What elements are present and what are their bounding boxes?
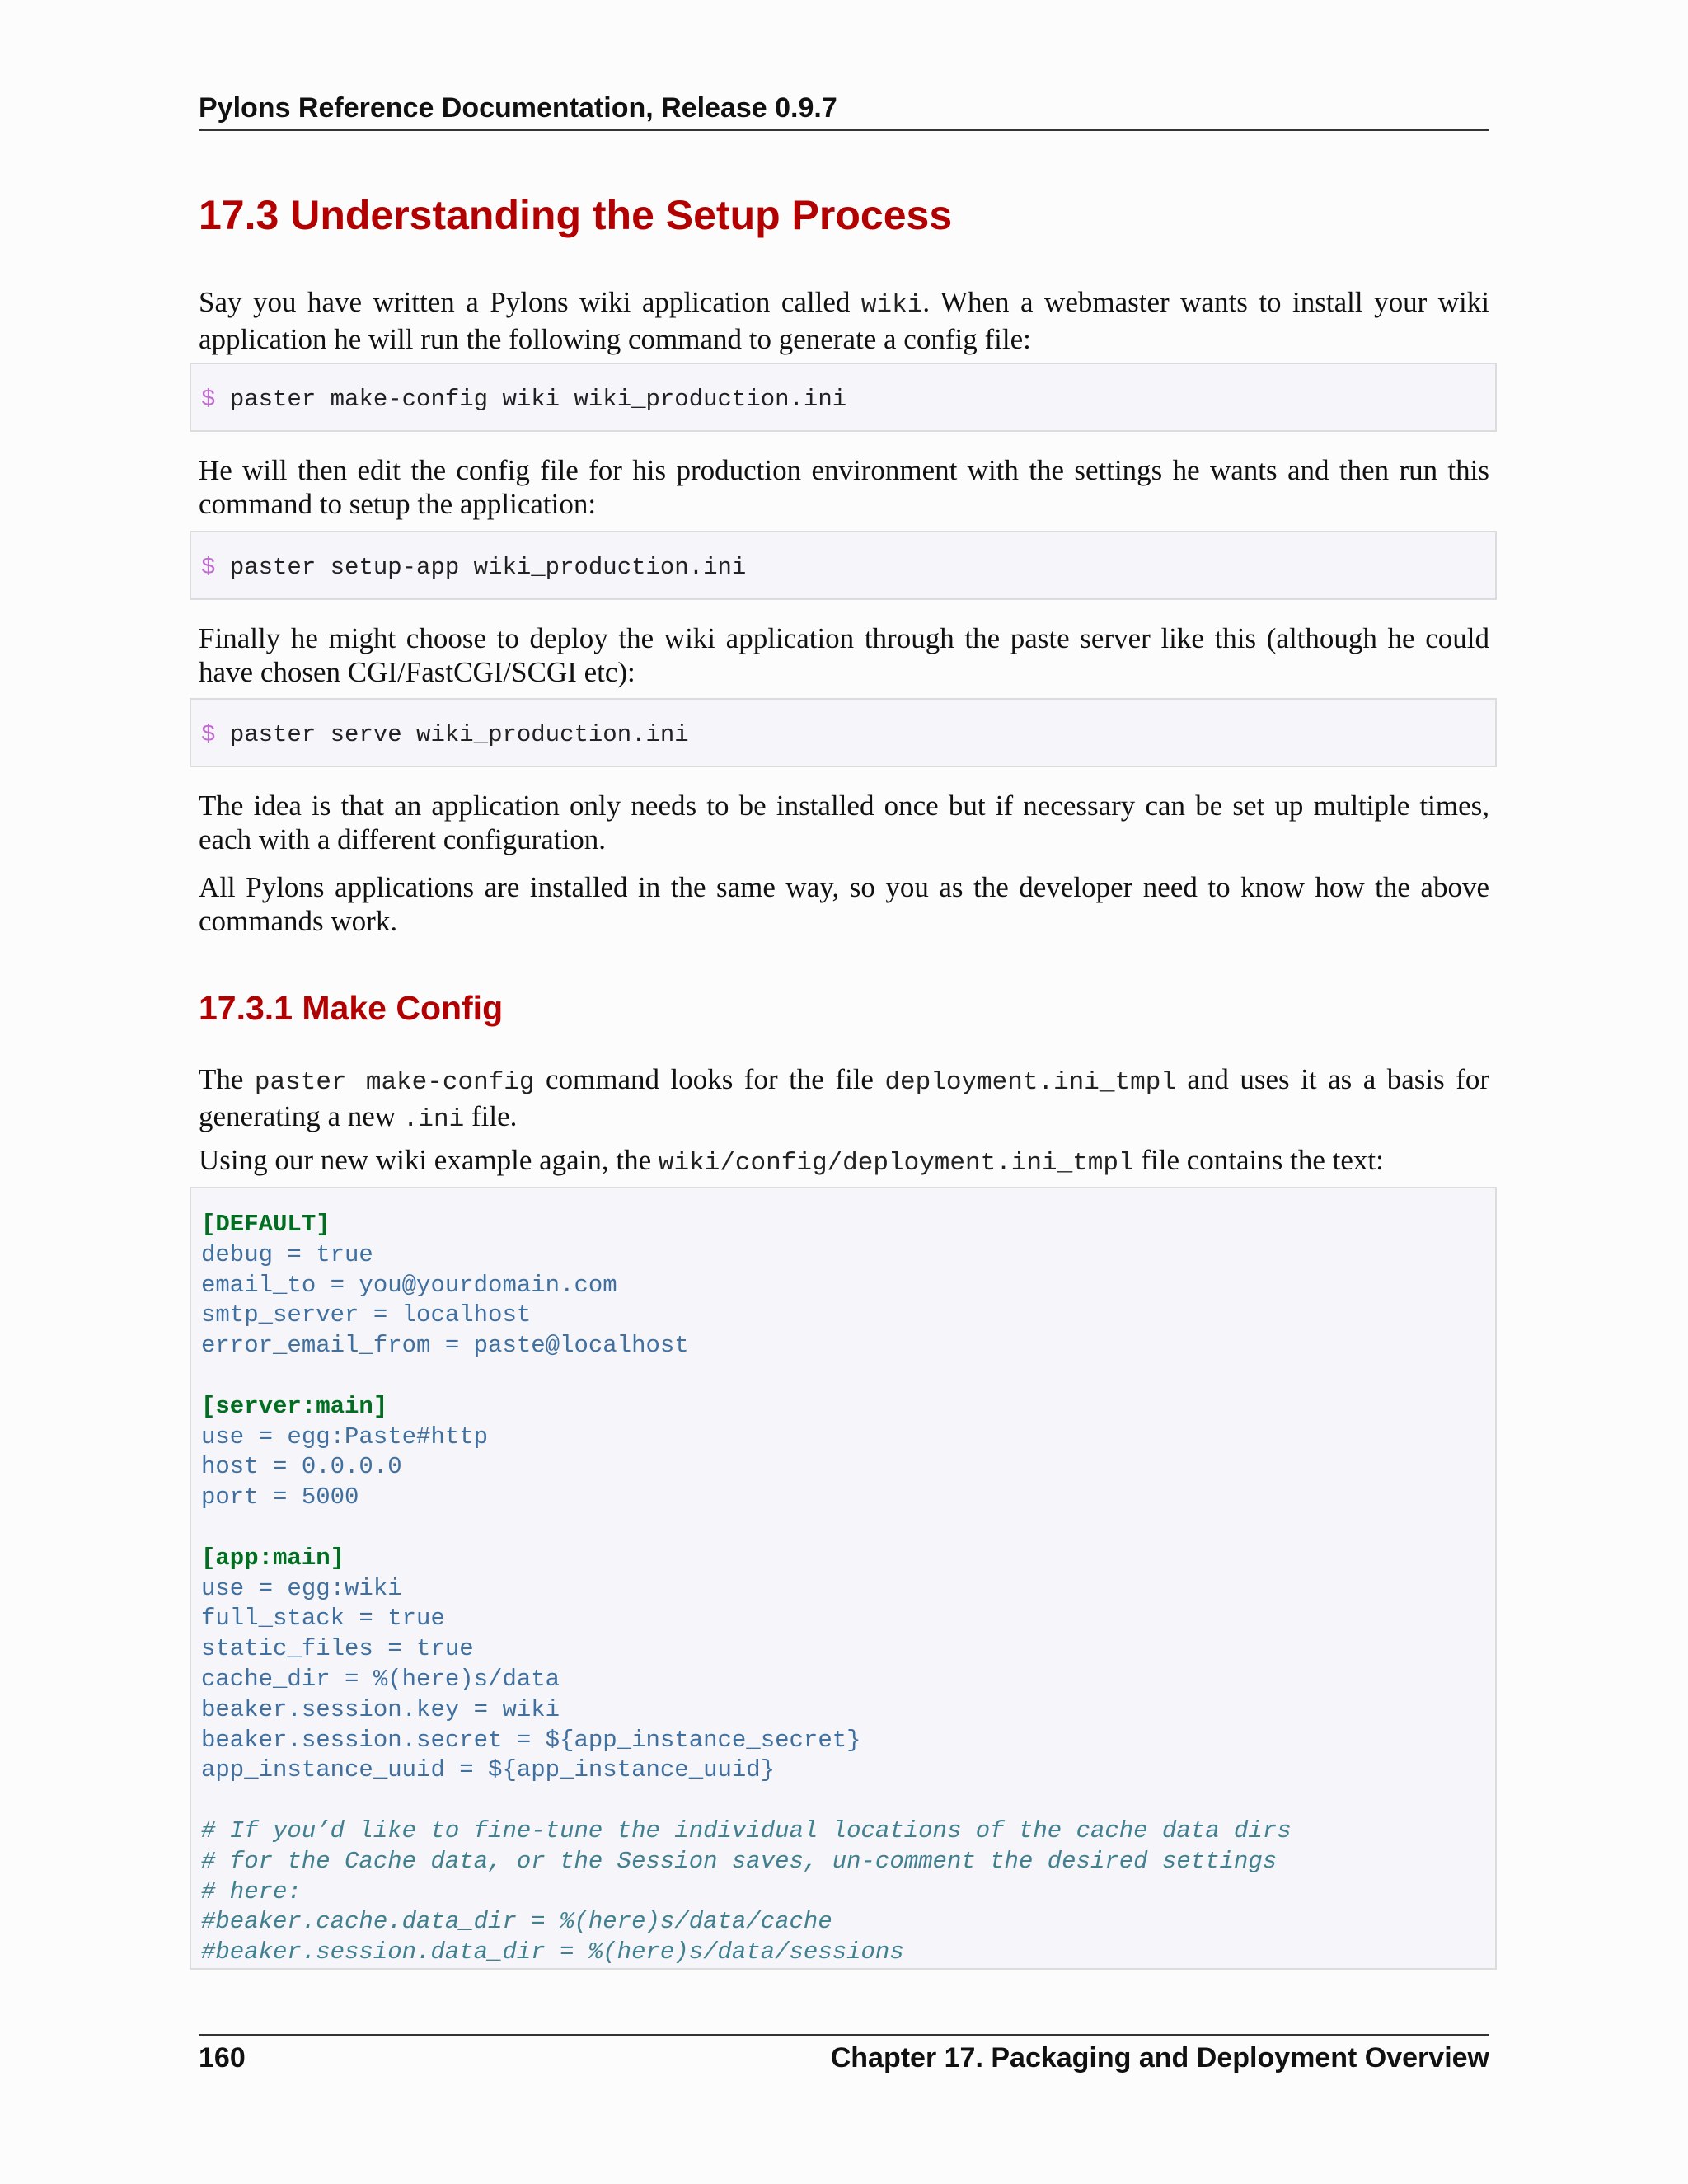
config-line: app_instance_uuid = ${app_instance_uuid} [201, 1756, 776, 1784]
text: . When a webmaster wants to install your wiki application he will run the following command to generate a config file: [199, 286, 1489, 355]
running-header: Pylons Reference Documentation, Release 0.9.7 [199, 92, 837, 124]
paragraph-example [199, 1144, 1489, 1181]
paragraph-idea: The idea is that an application only needs to be installed once but if necessary can be set up multiple times, each with a different configuration. [199, 790, 1489, 855]
config-line: host = 0.0.0.0 [201, 1453, 402, 1481]
paragraph-intro [199, 286, 1489, 356]
config-line: # If you’d like to fine-tune the individual locations of the cache data dirs [201, 1816, 1292, 1844]
config-line: [DEFAULT] [201, 1211, 331, 1238]
config-line: #beaker.session.data_dir = %(here)s/data/sessions [201, 1938, 904, 1966]
config-line: debug = true [201, 1240, 373, 1268]
header-rule [199, 129, 1489, 131]
paragraph-make-config [199, 1063, 1489, 1137]
config-line: beaker.session.key = wiki [201, 1695, 560, 1723]
prompt: $ [201, 386, 216, 413]
inline-code: .ini [402, 1104, 465, 1134]
config-line: port = 5000 [201, 1483, 359, 1511]
footer-rule [199, 2034, 1489, 2036]
paragraph-deploy: Finally he might choose to deploy the wiki application through the paste server like this (although he could have chosen CGI/FastCGI/SCGI etc): [199, 622, 1489, 688]
config-line: cache_dir = %(here)s/data [201, 1665, 560, 1693]
page-number: 160 [199, 2042, 246, 2074]
paragraph-edit: He will then edit the config file for his production environment with the settings he wants and then run this command to setup the application: [199, 454, 1489, 520]
config-line: #beaker.cache.data_dir = %(here)s/data/cache [201, 1908, 832, 1936]
text: Using our new wiki example again, the [199, 1144, 659, 1176]
command: paster setup-app wiki_production.ini [229, 554, 747, 581]
config-line: email_to = you@yourdomain.com [201, 1271, 617, 1299]
prompt: $ [201, 721, 216, 748]
config-line [201, 1786, 1495, 1816]
text: file contains the text: [1133, 1144, 1384, 1176]
config-line [201, 1513, 1495, 1544]
code-block-deployment-ini [190, 1187, 1497, 1970]
config-line: use = egg:wiki [201, 1574, 402, 1602]
chapter-title: Chapter 17. Packaging and Deployment Overview [830, 2042, 1489, 2074]
config-line: # for the Cache data, or the Session saves, un-comment the desired settings [201, 1847, 1278, 1875]
command: paster serve wiki_production.ini [229, 721, 689, 748]
inline-code: wiki [860, 291, 923, 320]
text: file. [464, 1099, 518, 1132]
config-line: smtp_server = localhost [201, 1301, 532, 1329]
text: command looks for the file [534, 1063, 885, 1095]
config-line: [server:main] [201, 1392, 388, 1420]
prompt: $ [201, 554, 216, 581]
config-line: beaker.session.secret = ${app_instance_secret} [201, 1726, 861, 1754]
config-line: # here: [201, 1877, 302, 1905]
code-block-serve [190, 698, 1497, 767]
subsection-heading: 17.3.1 Make Config [199, 989, 504, 1027]
config-line: error_email_from = paste@localhost [201, 1332, 689, 1360]
inline-code: wiki/config/deployment.ini_tmpl [658, 1149, 1134, 1178]
config-line: static_files = true [201, 1635, 474, 1663]
config-line: [app:main] [201, 1544, 345, 1572]
text: The [199, 1063, 255, 1095]
text: and uses it as a basis for generating a new [199, 1063, 1490, 1132]
config-line [201, 1361, 1495, 1392]
code-block-make-config [190, 363, 1497, 432]
code-block-setup-app [190, 531, 1497, 600]
config-line: use = egg:Paste#http [201, 1422, 489, 1451]
inline-code: deployment.ini_tmpl [884, 1068, 1176, 1097]
inline-code: paster make-config [254, 1068, 535, 1097]
config-line: full_stack = true [201, 1605, 445, 1633]
text: Say you have written a Pylons wiki application called [199, 286, 861, 318]
paragraph-all-apps: All Pylons applications are installed in the same way, so you as the developer need to know how the above commands work. [199, 871, 1489, 937]
section-heading: 17.3 Understanding the Setup Process [199, 192, 953, 238]
command: paster make-config wiki wiki_production.ini [229, 386, 847, 413]
